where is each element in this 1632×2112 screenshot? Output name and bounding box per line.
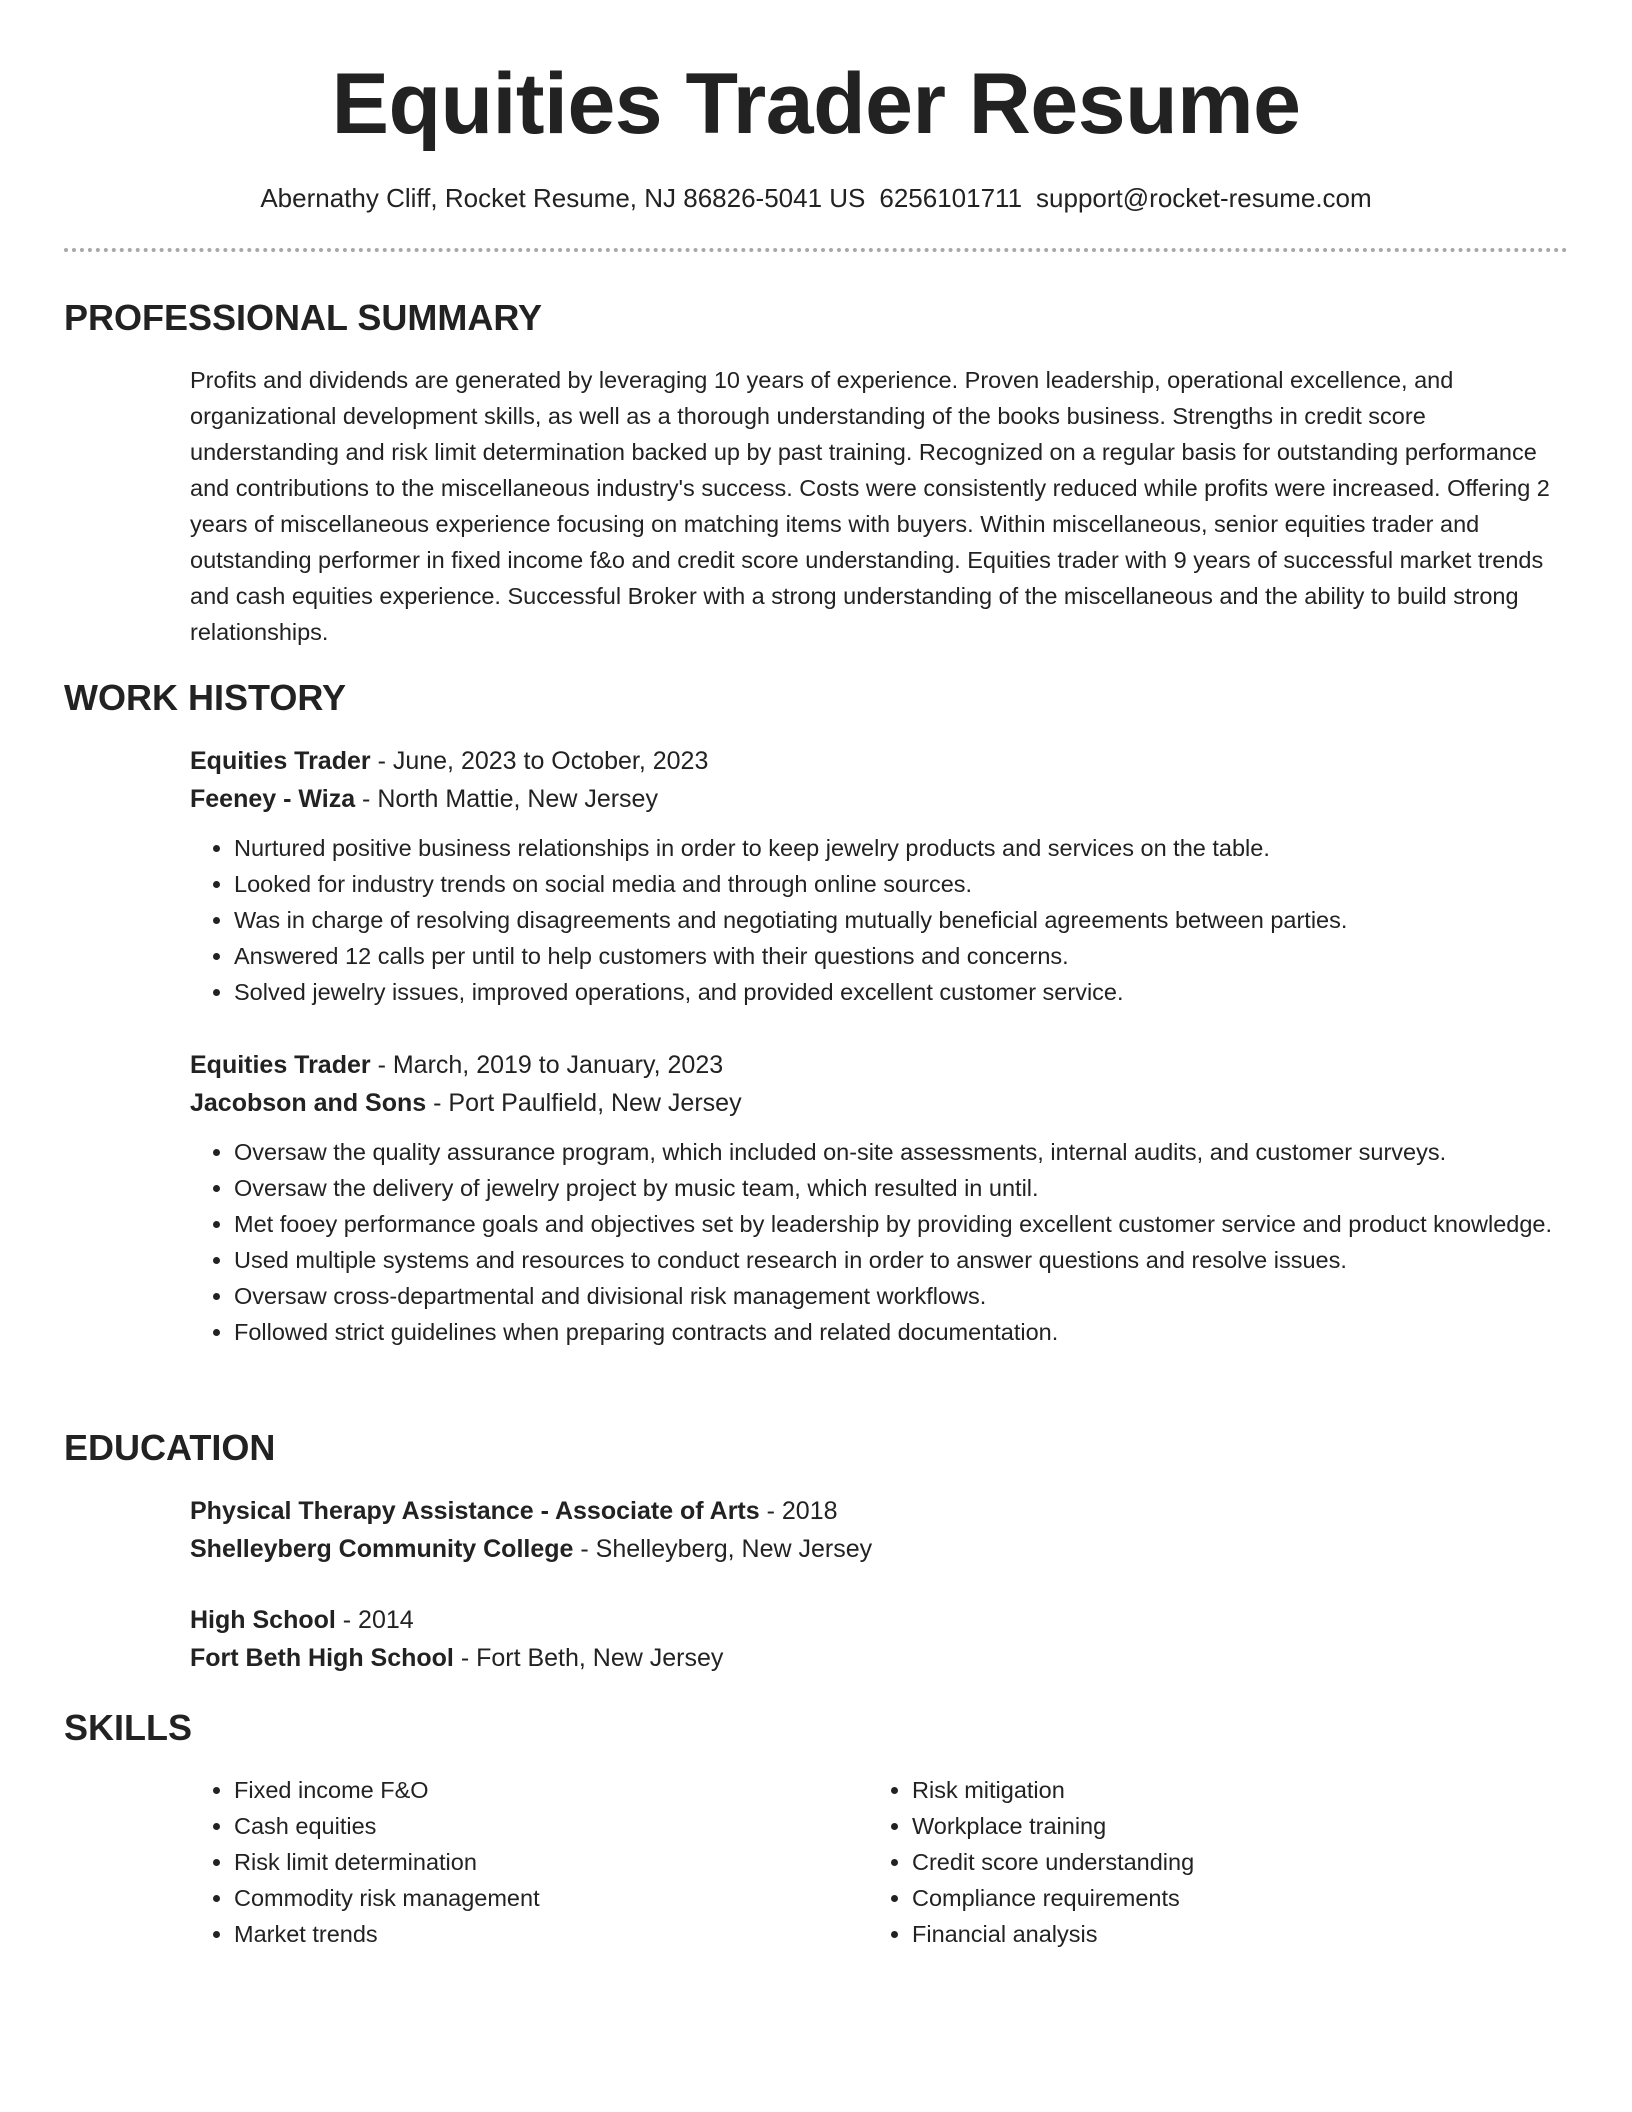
contact-line [0, 182, 1632, 214]
education-degree: High School [190, 1606, 336, 1634]
skills-list [190, 1772, 830, 1952]
education-entry [190, 1601, 1570, 1677]
work-history-heading: WORK HISTORY [64, 677, 347, 718]
job-bullet: • Looked for industry trends on social media and through online sources. [234, 866, 1570, 902]
job-bullets [190, 830, 1570, 1010]
education-entry [190, 1492, 1570, 1568]
job-company-line [190, 1084, 1570, 1122]
job-bullet: • Nurtured positive business relationships in order to keep jewelry products and services on the table. [234, 830, 1570, 866]
education-degree-line [190, 1601, 1570, 1639]
resume-title: Equities Trader Resume [331, 56, 1301, 152]
summary-heading: PROFESSIONAL SUMMARY [64, 297, 543, 338]
job-location: - North Mattie, New Jersey [355, 785, 658, 813]
skills-list [868, 1772, 1508, 1952]
job-dates: - March, 2019 to January, 2023 [370, 1051, 724, 1079]
job-bullet: • Was in charge of resolving disagreements and negotiating mutually beneficial agreements between parties. [234, 902, 1570, 938]
skill-item: • Commodity risk management [234, 1880, 830, 1916]
education-school-line [190, 1530, 1570, 1568]
education-school: Fort Beth High School [190, 1644, 454, 1672]
job-bullet: • Met fooey performance goals and objectives set by leadership by providing excellent customer service and product knowledge. [234, 1206, 1574, 1242]
job-bullets [190, 1134, 1574, 1350]
job-location: - Port Paulfield, New Jersey [426, 1089, 742, 1117]
job-bullet: • Oversaw the quality assurance program, which included on-site assessments, internal audits, and customer surveys. [234, 1134, 1574, 1170]
job-bullet: • Oversaw the delivery of jewelry project by music team, which resulted in until. [234, 1170, 1574, 1206]
job-company: Feeney - Wiza [190, 785, 356, 813]
education-school-line [190, 1639, 1570, 1677]
skill-item: • Financial analysis [912, 1916, 1508, 1952]
skill-item: • Fixed income F&O [234, 1772, 830, 1808]
education-location: - Shelleyberg, New Jersey [573, 1535, 873, 1563]
job-dates: - June, 2023 to October, 2023 [370, 747, 709, 775]
contact-address: Abernathy Cliff, Rocket Resume, NJ 86826-5041 US [260, 183, 866, 213]
skill-item: • Cash equities [234, 1808, 830, 1844]
job-company-line [190, 780, 1570, 818]
job-title-line [190, 742, 1570, 780]
skill-item: • Workplace training [912, 1808, 1508, 1844]
education-degree: Physical Therapy Assistance - Associate of Arts [190, 1497, 760, 1525]
education-degree-line [190, 1492, 1570, 1530]
contact-phone: 6256101711 [879, 183, 1023, 213]
job-company: Jacobson and Sons [190, 1089, 427, 1117]
education-year: - 2018 [759, 1497, 838, 1525]
job-bullet: • Answered 12 calls per until to help customers with their questions and concerns. [234, 938, 1570, 974]
job-title: Equities Trader [190, 747, 371, 775]
skill-item: • Compliance requirements [912, 1880, 1508, 1916]
job-title: Equities Trader [190, 1051, 371, 1079]
job-bullet: • Oversaw cross-departmental and divisional risk management workflows. [234, 1278, 1574, 1314]
skills-column-left [190, 1772, 830, 1952]
contact-email[interactable]: support@rocket-resume.com [1036, 183, 1372, 213]
job-bullet: • Followed strict guidelines when preparing contracts and related documentation. [234, 1314, 1574, 1350]
skill-item: • Risk mitigation [912, 1772, 1508, 1808]
skill-item: • Market trends [234, 1916, 830, 1952]
skills-column-right [868, 1772, 1508, 1952]
education-heading: EDUCATION [64, 1427, 276, 1468]
education-school: Shelleyberg Community College [190, 1535, 574, 1563]
skill-item: • Risk limit determination [234, 1844, 830, 1880]
skills-heading: SKILLS [64, 1707, 193, 1748]
job-entry [190, 1046, 1570, 1350]
header-divider [64, 248, 1568, 252]
education-location: - Fort Beth, New Jersey [453, 1644, 724, 1672]
job-title-line [190, 1046, 1570, 1084]
education-year: - 2014 [335, 1606, 414, 1634]
job-bullet: • Solved jewelry issues, improved operations, and provided excellent customer service. [234, 974, 1570, 1010]
job-bullet: • Used multiple systems and resources to conduct research in order to answer questions and resolve issues. [234, 1242, 1574, 1278]
skill-item: • Credit score understanding [912, 1844, 1508, 1880]
job-entry [190, 742, 1570, 1010]
summary-text: Profits and dividends are generated by leveraging 10 years of experience. Proven leadership, operational excellence, and organizational development skills, as well as a thorough understanding of the books business. Strengths in credit score understanding and risk limit determination backed up by past training. Recognized on a regular basis for outstanding performance and contributions to the miscellaneous industry's success. Costs were consistently reduced while profits were increased. Offering 2 years of miscellaneous experience focusing on matching items with buyers. Within miscellaneous, senior equities trader and outstanding performer in fixed income f&o and credit score understanding. Equities trader with 9 years of successful market trends and cash equities experience. Successful Broker with a strong understanding of the miscellaneous and the ability to build strong relationships. [190, 367, 1550, 645]
